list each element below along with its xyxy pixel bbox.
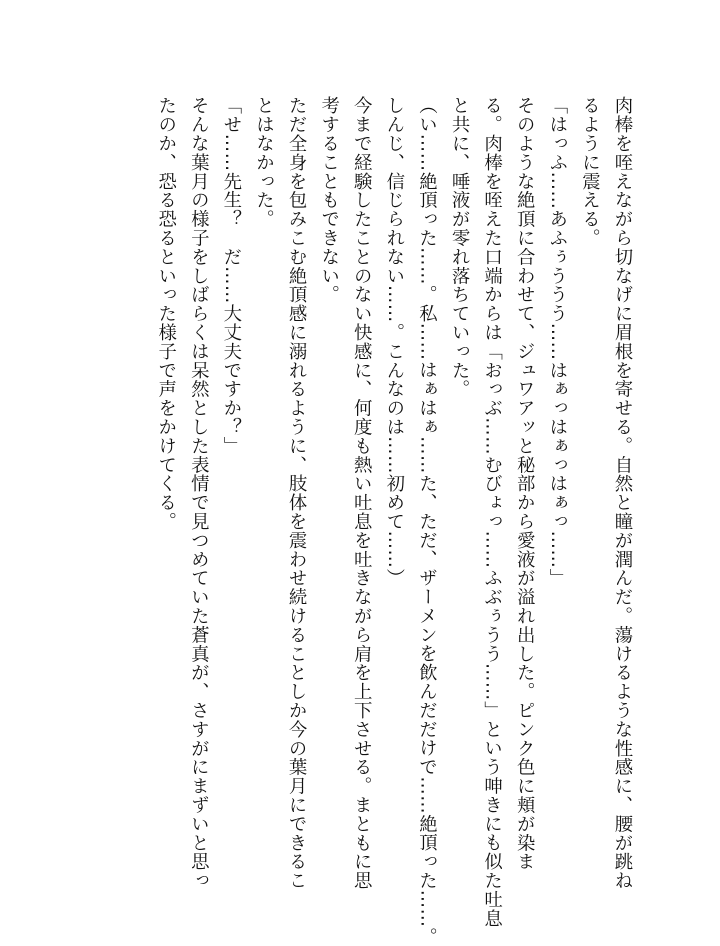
text-line: （い……絶頂った……。私……はぁはぁ……た、ただ、ザーメンを飲んだだけで……絶頂った……。 xyxy=(416,96,438,946)
text-line: るように震える。 xyxy=(579,96,601,248)
text-line: しんじ、信じられない……。こんなのは……初めて……） xyxy=(383,96,405,588)
vertical-text-block xyxy=(149,96,638,946)
text-line: と共に、唾液が零れ落ちていった。 xyxy=(449,96,471,399)
text-line: 「はっふ……あふぅううう……はぁっはぁっはぁっ……」 xyxy=(546,96,568,588)
text-line: そのような絶頂に合わせて、ジュワアッと秘部から愛液が溢れ出した。ピンク色に頬が染ま xyxy=(514,96,536,871)
text-line: 今まで経験したことのない快感に、何度も熱い吐息を吐きながら肩を上下させる。まともに思 xyxy=(351,96,373,890)
text-line: ただ全身を包みこむ絶頂感に溺れるように、肢体を震わせ続けることしか今の葉月にできるこ xyxy=(286,96,308,890)
text-line: 肉棒を咥えながら切なげに眉根を寄せる。自然と瞳が潤んだ。蕩けるような性感に、腰が跳ね xyxy=(612,96,633,890)
text-line: る。肉棒を咥えた口端からは「おっぶ……むびょっ……ふぶぅうう……」という呻きにも似た吐息 xyxy=(481,96,503,928)
text-line: 「せ……先生？ だ……大丈夫ですか？」 xyxy=(220,96,242,456)
text-line: 考することもできない。 xyxy=(318,96,340,304)
text-line: そんな葉月の様子をしばらくは呆然とした表情で見つめていた蒼真が、さすがにまずいと思っ xyxy=(188,96,210,890)
text-line: たのか、恐る恐るといった様子で声をかけてくる。 xyxy=(155,96,177,531)
text-line: とはなかった。 xyxy=(253,96,275,229)
